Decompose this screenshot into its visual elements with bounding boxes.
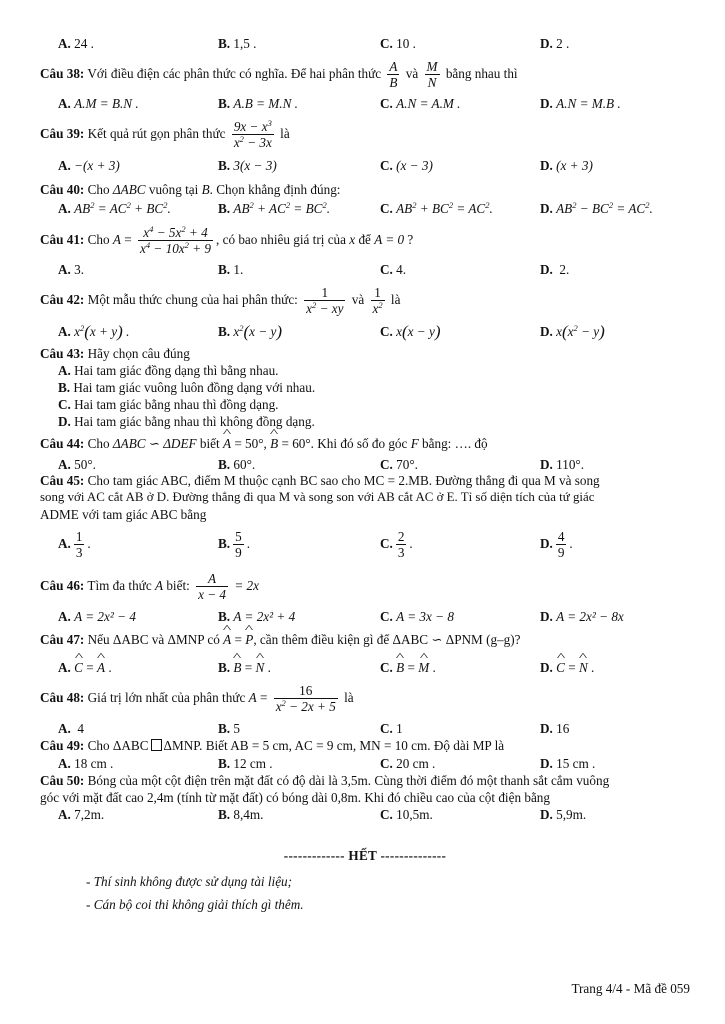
q48-options [58,721,698,739]
q47-option-b: B. ^ B = ^ N . [218,660,271,675]
q41-option-b: B. 1. [218,262,244,277]
note-no-explanation: - Cán bộ coi thi không giải thích gì thêm. [86,897,304,912]
q46-option-b: B. A = 2x² + 4 [218,609,296,624]
q40-option-c: C. $AB^2 + BC^2 = AC^2$. [380,200,493,216]
q43-option-b: B. Hai tam giác vuông luôn đồng dạng với nhau. [58,380,316,395]
q44-option-d: D. 110°. [540,457,584,472]
q46-option-c: C. A = 3x − 8 [380,609,454,624]
q44-option-a: A. 50°. [58,457,96,472]
similarity-symbol-box [151,739,162,751]
q45-option-a: A. $\frac{1}{3}$ . [58,529,91,561]
q45-question-line3: ADME với tam giác ABC bằng [40,507,207,522]
q44-option-c: C. 70°. [380,457,418,472]
q41-option-c: C. 4. [380,262,407,277]
q49-options [58,756,698,774]
q45-options [58,524,698,564]
note-no-documents: - Thí sinh không được sử dụng tài liệu; [86,874,293,889]
q48-option-a: A. 4 [58,721,85,736]
q48-option-c: C. 1 [380,721,403,736]
q40-option-a: A. $AB^2 = AC^2 + BC^2$. [58,200,171,216]
q48-option-b: B. 5 [218,721,240,736]
q39-option-d: D. (x + 3) [540,158,593,173]
q39-options [58,158,698,176]
q49-option-d: D. 15 cm . [540,756,596,771]
q50-options [58,807,698,825]
q43-question: Câu 43: Hãy chọn câu đúng [40,346,190,361]
end-marker: ------------- HẾT -------------- [283,848,447,863]
q47-option-c: C. ^ B = ^ M . [380,660,436,675]
q38-fraction-m-n: $\frac{M}{N}$ [426,59,438,91]
q49-option-c: C. 20 cm . [380,756,436,771]
q46-option-d: D. A = 2x² − 8x [540,609,624,624]
q44-question: Câu 44: Cho ΔABC ∽ ΔDEF biết ^ A = 50°, ^ B = 60°. Khi đó số đo góc F bằng: …. độ [40,436,690,451]
q47-option-a: A. ^ C = ^ A . [58,660,112,675]
q43-option-d: D. Hai tam giác bằng nhau thì không đồng dạng. [58,414,315,429]
q46-options [58,609,698,627]
q39-question: Câu 39: Kết quả rút gọn phân thức $\frac{9x - x^3}{x^2 - 3x}$ là [40,118,290,151]
q42-option-b: B. $x^2(x - y)$ [218,322,283,341]
q42-fraction-1: $\frac{1}{x^2 - xy}$ [306,285,344,317]
q48-fraction: $\frac{16}{x^2 - 2x + 5}$ [275,683,336,715]
q50-option-a: A. 7,2m. [58,807,105,822]
q46-option-a: A. A = 2x² − 4 [58,609,136,624]
q45-question-line2: song với AC cắt AB ở D. Đường thẳng đi qua M và song son với AB cắt AC ở E. Tỉ số diện tích của tứ giác [40,490,595,504]
q38-option-a: A. A.M = B.N . [58,96,139,111]
q38-options [58,96,698,114]
q49-option-a: A. 18 cm . [58,756,114,771]
q40-option-d: D. $AB^2 - BC^2 = AC^2$. [540,200,653,216]
q38-fraction-a-b: $\frac{A}{B}$ [389,59,398,91]
q38-option-c: C. A.N = A.M . [380,96,461,111]
page-footer: Trang 4/4 - Mã đề 059 [571,981,690,996]
q48-option-d: D. 16 [540,721,570,736]
q42-option-d: D. $x(x^2 - y)$ [540,322,605,341]
q42-question: Câu 42: Một mẫu thức chung của hai phân thức: $\frac{1}{x^2 - xy}$ và $\frac{1}{x^2}$ là [40,285,401,317]
q40-question: Câu 40: Cho ΔABC vuông tại B. Chọn khẳng định đúng: [40,182,341,197]
q49-question: Câu 49: Cho ΔABC ΔMNP. Biết AB = 5 cm, AC = 9 cm, MN = 10 cm. Độ dài MP là [40,738,505,753]
q41-option-a: A. 3. [58,262,85,277]
q42-options [58,322,698,340]
q44-option-b: B. 60°. [218,457,256,472]
q37-options [58,36,698,54]
q42-option-a: A. $x^2(x + y)$ . [58,322,130,341]
q47-question: Câu 47: Nếu ΔABC và ΔMNP có ^ A = ^ P, cần thêm điều kiện gì để ΔABC ∽ ΔPNM (g–g)? [40,632,690,647]
q46-fraction: $\frac{A}{x - 4}$ [198,571,227,603]
q47-option-d: D. ^ C = ^ N . [540,660,594,675]
q41-question: Câu 41: Cho A = $\frac{x^4 - 5x^2 + 4}{x^4 - 10x^2 + 9}$ , có bao nhiêu giá trị của x để A = 0 ? [40,224,414,257]
q38-option-d: D. A.N = M.B . [540,96,621,111]
q38-option-b: B. A.B = M.N . [218,96,298,111]
q45-option-d: D. $\frac{4}{9}$ . [540,529,573,561]
q37-option-b: B. 1,5 . [218,36,257,51]
q39-option-a: A. −(x + 3) [58,158,120,173]
q40-options [58,201,698,219]
q43-option-a: A. Hai tam giác đồng dạng thì bằng nhau. [58,363,279,378]
q38-question: Câu 38: Với điều điện các phân thức có nghĩa. Để hai phân thức $\frac{A}{B}$ và $\frac{M}{N}$ bằng nhau thì [40,59,518,91]
q41-fraction: $\frac{x^4 - 5x^2 + 4}{x^4 - 10x^2 + 9}$ [140,224,211,257]
q48-question: Câu 48: Giá trị lớn nhất của phân thức A = $\frac{16}{x^2 - 2x + 5}$ là [40,683,354,715]
q40-option-b: B. $AB^2 + AC^2 = BC^2$. [218,200,331,216]
q50-question-line2: góc với mặt đất cao 2,4m (tính từ mặt đất) có bóng dài 0,8m. Khi đó chiều cao của cột điện bằng [40,790,550,805]
q43-option-c: C. Hai tam giác bằng nhau thì đồng dạng. [58,397,279,412]
q39-fraction: $\frac{9x - x^3}{x^2 - 3x}$ [233,118,272,151]
q39-option-c: C. (x − 3) [380,158,433,173]
q50-option-b: B. 8,4m. [218,807,264,822]
q37-option-a: A. 24 . [58,36,94,51]
q50-option-d: D. 5,9m. [540,807,587,822]
q45-option-c: C. $\frac{2}{3}$ . [380,529,413,561]
q37-option-c: C. 10 . [380,36,416,51]
q42-option-c: C. x(x − y) [380,322,441,341]
q46-question: Câu 46: Tìm đa thức A biết: $\frac{A}{x - 4}$ = 2x [40,571,259,603]
q41-option-d: D. 2. [540,262,570,277]
q45-option-b: B. $\frac{5}{9}$ . [218,529,250,561]
q50-question: Câu 50: Bóng của một cột điện trên mặt đất có độ dài là 3,5m. Cùng thời điểm đó một thanh sắt cắm vuông [40,773,610,788]
q42-fraction-2: $\frac{1}{x^2}$ [372,285,383,317]
q41-options [58,262,698,280]
q49-option-b: B. 12 cm . [218,756,273,771]
q37-option-d: D. 2 . [540,36,570,51]
q39-option-b: B. 3(x − 3) [218,158,277,173]
q45-question: Câu 45: Cho tam giác ABC, điểm M thuộc cạnh BC sao cho MC = 2.MB. Đường thẳng đi qua M và song [40,473,600,488]
q50-option-c: C. 10,5m. [380,807,433,822]
q47-options [58,660,698,678]
